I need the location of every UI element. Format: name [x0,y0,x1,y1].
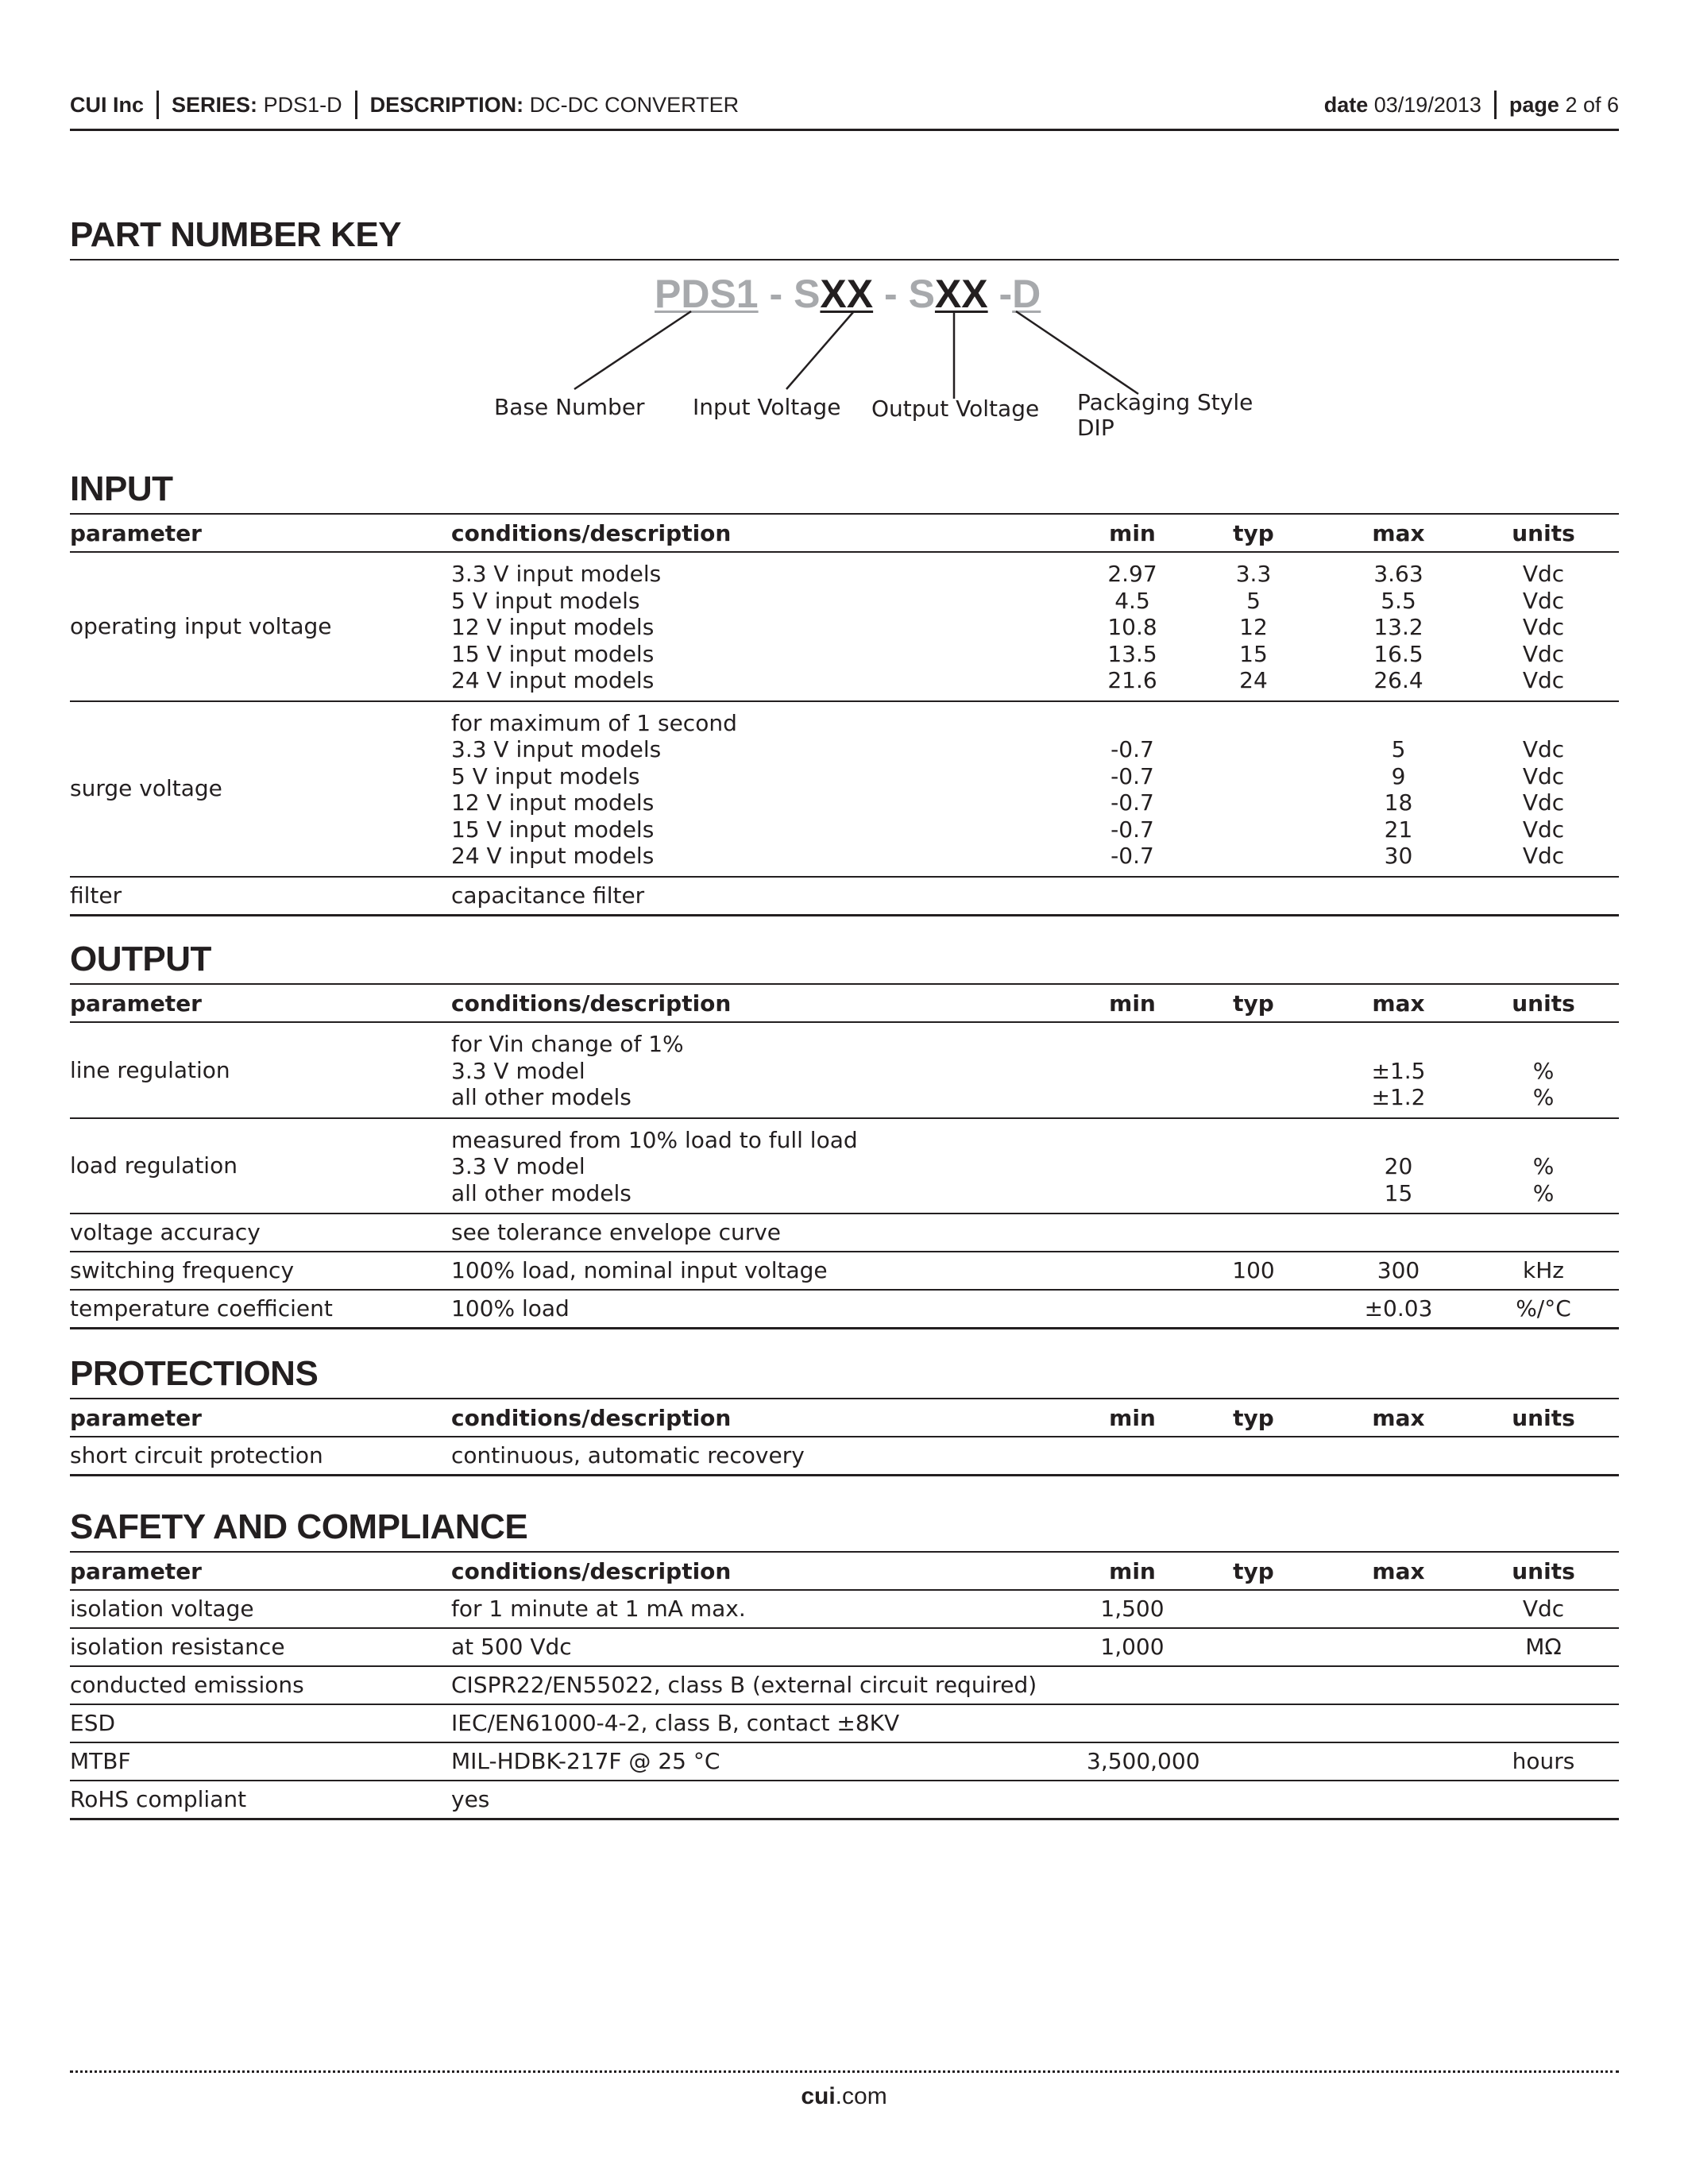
row-condition-line: for maximum of 1 second [451,709,737,736]
cell-value: -0.7 [1111,762,1154,789]
row-parameter: RoHS compliant [70,1781,451,1819]
row-typ [1178,1022,1329,1118]
row-typ [1178,1628,1329,1666]
pn-label-input: Input Voltage [693,394,841,420]
cell-value: 15 [1384,1179,1413,1206]
output-table [70,983,1619,1329]
part-number-leader-lines [0,0,1688,477]
cell-value: -0.7 [1111,816,1154,843]
table-row [70,1214,1619,1252]
page-number: 2 of 6 [1565,93,1619,117]
cell-value: 2.97 [1107,561,1157,587]
col-header-units: units [1468,1552,1619,1590]
table-row [70,1118,1619,1214]
table-header-row [70,514,1619,552]
row-condition-line: 15 V input models [451,816,655,843]
row-typ [1178,1437,1329,1476]
col-header-units: units [1468,1399,1619,1437]
row-typ [1178,1781,1329,1819]
description-label: DESCRIPTION: [369,93,524,117]
row-condition-line: 12 V input models [451,789,655,816]
row-min: 3,500,000 [1087,1742,1178,1781]
row-parameter: line regulation [70,1022,451,1118]
table-row [70,1742,1619,1781]
row-max [1329,1666,1468,1704]
row-conditions [451,1118,1087,1214]
table-row [70,1290,1619,1329]
row-parameter: voltage accuracy [70,1214,451,1252]
part-number-key-title: PART NUMBER KEY [70,215,402,254]
col-header-conditions: conditions/description [451,1552,1087,1590]
pn-dash: - [873,272,909,316]
row-max [1329,877,1468,916]
cell-value: Vdc [1522,561,1565,587]
pn-s: S [794,272,821,316]
page-label: page [1508,93,1559,117]
cell-value: -0.7 [1111,736,1154,762]
row-min [1087,701,1178,877]
cell-value: % [1532,1179,1555,1206]
row-parameter: ESD [70,1704,451,1742]
input-section-title: INPUT [70,469,173,508]
pn-dash: - [758,272,794,316]
col-header-typ: typ [1178,1399,1329,1437]
row-units: MΩ [1468,1628,1619,1666]
table-header-row [70,1399,1619,1437]
row-units [1468,1118,1619,1214]
row-condition-line: 3.3 V model [451,1057,585,1084]
col-header-typ: typ [1178,514,1329,552]
col-header-min: min [1087,1399,1178,1437]
cell-value: -0.7 [1111,843,1154,869]
table-row [70,877,1619,916]
table-row [70,1628,1619,1666]
cell-value: Vdc [1522,667,1565,693]
protections-section-title: PROTECTIONS [70,1354,319,1393]
col-header-conditions: conditions/description [451,1399,1087,1437]
table-row [70,1022,1619,1118]
cell-spacer [1329,710,1468,737]
row-conditions: 100% load [451,1290,1087,1329]
row-conditions: capacitance filter [451,877,1087,916]
table-row [70,1252,1619,1290]
row-conditions: 100% load, nominal input voltage [451,1252,1087,1290]
cell-value: Vdc [1522,843,1565,869]
row-condition-line: 3.3 V input models [451,561,662,587]
cell-value: Vdc [1522,816,1565,843]
row-units [1468,877,1619,916]
cell-value: % [1532,1153,1555,1179]
col-header-parameter: parameter [70,1399,451,1437]
row-condition-line: all other models [451,1179,632,1206]
col-header-conditions: conditions/description [451,514,1087,552]
col-header-units: units [1468,514,1619,552]
row-typ: 100 [1178,1252,1329,1290]
row-units [1468,1781,1619,1819]
row-condition-line: 5 V input models [451,762,640,789]
row-units: hours [1468,1742,1619,1781]
row-min: 1,500 [1087,1590,1178,1628]
table-header-row [70,1552,1619,1590]
cell-spacer [1468,1031,1619,1058]
row-typ [1178,1742,1329,1781]
cell-value: 13.5 [1107,640,1157,667]
col-header-max: max [1329,1552,1468,1590]
col-header-max: max [1329,984,1468,1022]
row-parameter: temperature coefficient [70,1290,451,1329]
row-min [1087,1252,1178,1290]
row-typ [1178,1290,1329,1329]
row-min [1087,1214,1178,1252]
row-condition-line: 24 V input models [451,843,655,869]
cell-value: 5 [1246,587,1261,614]
row-typ [1178,1118,1329,1214]
row-max [1329,1704,1468,1742]
cell-spacer [1468,1127,1619,1154]
row-typ [1178,552,1329,701]
table-header-row [70,984,1619,1022]
cell-value: % [1532,1084,1555,1110]
row-max [1329,1022,1468,1118]
cell-value: Vdc [1522,640,1565,667]
cell-value: 20 [1384,1153,1413,1179]
leader-line-base [574,311,691,389]
row-max [1329,1628,1468,1666]
col-header-parameter: parameter [70,1552,451,1590]
row-conditions [451,552,1087,701]
row-max [1329,701,1468,877]
row-condition-line: 3.3 V input models [451,736,662,762]
row-min [1087,1118,1178,1214]
cell-value: Vdc [1522,614,1565,640]
row-parameter: short circuit protection [70,1437,451,1476]
row-min [1087,1022,1178,1118]
footer-domain: .com [835,2083,887,2109]
cell-spacer [1329,1127,1468,1154]
row-min [1087,1704,1178,1742]
row-units [1468,1704,1619,1742]
leader-line-packaging [1016,311,1138,394]
col-header-max: max [1329,1399,1468,1437]
row-min [1087,1290,1178,1329]
cell-value: ±1.5 [1371,1057,1426,1084]
row-max [1329,1590,1468,1628]
cell-value: 5.5 [1381,587,1416,614]
table-row [70,1666,1619,1704]
row-parameter: conducted emissions [70,1666,451,1704]
row-parameter: operating input voltage [70,552,451,701]
row-condition-line: 12 V input models [451,614,655,640]
col-header-min: min [1087,984,1178,1022]
row-parameter: switching frequency [70,1252,451,1290]
row-max: 300 [1329,1252,1468,1290]
series-value: PDS1-D [263,93,342,117]
footer-rule [70,2070,1619,2073]
col-header-conditions: conditions/description [451,984,1087,1022]
pn-input-xx: XX [820,272,874,316]
row-parameter: isolation voltage [70,1590,451,1628]
row-typ [1178,701,1329,877]
pn-label-output: Output Voltage [871,396,1040,422]
col-header-parameter: parameter [70,984,451,1022]
row-typ [1178,1214,1329,1252]
cell-value: Vdc [1522,587,1565,614]
series-label: SERIES: [172,93,258,117]
row-parameter: MTBF [70,1742,451,1781]
pn-label-packaging-sub: DIP [1077,415,1114,441]
row-conditions: MIL-HDBK-217F @ 25 °C [451,1742,1087,1781]
cell-value: 21.6 [1107,667,1157,693]
cell-value: 24 [1239,667,1268,693]
col-header-units: units [1468,984,1619,1022]
pn-label-packaging: Packaging Style [1077,389,1253,415]
table-row [70,701,1619,877]
row-condition-line: 5 V input models [451,587,640,614]
date-value: 03/19/2013 [1373,93,1481,117]
row-typ [1178,877,1329,916]
cell-value: 30 [1384,843,1413,869]
cell-value: Vdc [1522,762,1565,789]
safety-table [70,1551,1619,1820]
cell-value: Vdc [1522,736,1565,762]
cell-spacer [1468,710,1619,737]
row-condition-line: 15 V input models [451,640,655,667]
row-condition-line: measured from 10% load to full load [451,1126,858,1153]
cell-value: % [1532,1057,1555,1084]
table-row [70,1590,1619,1628]
row-max: ±0.03 [1329,1290,1468,1329]
col-header-parameter: parameter [70,514,451,552]
row-conditions: yes [451,1781,1087,1819]
cell-value: 15 [1239,640,1268,667]
row-conditions: at 500 Vdc [451,1628,1087,1666]
protections-table [70,1398,1619,1476]
company-name: CUI Inc [70,93,145,117]
row-parameter: filter [70,877,451,916]
safety-section-title: SAFETY AND COMPLIANCE [70,1507,528,1546]
pn-output-xx: XX [934,272,988,316]
row-condition-line: 3.3 V model [451,1153,585,1179]
footer-brand: cui [801,2083,836,2109]
input-table [70,513,1619,916]
cell-value: 18 [1384,789,1413,816]
row-min [1087,552,1178,701]
row-units [1468,1022,1619,1118]
col-header-typ: typ [1178,984,1329,1022]
row-conditions: CISPR22/EN55022, class B (external circuit required) [451,1666,1329,1704]
output-section-title: OUTPUT [70,940,211,978]
row-typ [1178,1590,1329,1628]
pn-dash: - [987,272,1013,316]
pn-label-base: Base Number [494,394,645,420]
pn-base: PDS1 [655,272,759,316]
row-parameter: load regulation [70,1118,451,1214]
date-label: date [1323,93,1369,117]
row-conditions: see tolerance envelope curve [451,1214,1087,1252]
row-parameter: isolation resistance [70,1628,451,1666]
row-max [1329,1742,1468,1781]
row-conditions [451,701,1087,877]
row-units: kHz [1468,1252,1619,1290]
cell-value: 13.2 [1373,614,1423,640]
cell-value: 21 [1384,816,1413,843]
table-row [70,1437,1619,1476]
col-header-min: min [1087,1552,1178,1590]
cell-value: 16.5 [1373,640,1423,667]
footer-link[interactable] [0,2082,1688,2111]
row-max [1329,1437,1468,1476]
row-units: %/°C [1468,1290,1619,1329]
col-header-max: max [1329,514,1468,552]
row-min: 1,000 [1087,1628,1178,1666]
row-units: Vdc [1468,1590,1619,1628]
row-min [1087,1437,1178,1476]
cell-value: 26.4 [1373,667,1423,693]
table-row [70,1704,1619,1742]
table-row [70,1781,1619,1819]
table-row [70,552,1619,701]
leader-line-input [786,311,854,389]
row-min [1087,1781,1178,1819]
row-units [1468,1437,1619,1476]
col-header-typ: typ [1178,1552,1329,1590]
pn-packaging-d: D [1012,272,1041,316]
row-max [1329,552,1468,701]
cell-value: 5 [1391,736,1406,762]
cell-value: 9 [1391,762,1406,789]
row-condition-line: all other models [451,1084,632,1110]
row-units [1468,1214,1619,1252]
cell-spacer [1087,710,1178,737]
cell-value: Vdc [1522,789,1565,816]
cell-value: ±1.2 [1371,1084,1426,1110]
cell-value: 10.8 [1107,614,1157,640]
cell-value: 12 [1239,614,1268,640]
cell-value: -0.7 [1111,789,1154,816]
row-conditions: IEC/EN61000-4-2, class B, contact ±8KV [451,1704,1087,1742]
row-conditions: for 1 minute at 1 mA max. [451,1590,1087,1628]
row-typ [1178,1704,1329,1742]
row-max [1329,1214,1468,1252]
cell-value: 4.5 [1114,587,1150,614]
row-units [1468,1666,1619,1704]
row-max [1329,1781,1468,1819]
row-conditions [451,1022,1087,1118]
row-condition-line: for Vin change of 1% [451,1031,684,1057]
row-parameter: surge voltage [70,701,451,877]
description-value: DC-DC CONVERTER [529,93,740,117]
row-min [1087,877,1178,916]
row-condition-line: 24 V input models [451,667,655,693]
cell-spacer [1329,1031,1468,1058]
cell-value: 3.3 [1235,561,1272,587]
row-units [1468,701,1619,877]
pn-s: S [908,272,935,316]
col-header-min: min [1087,514,1178,552]
cell-value: 3.63 [1373,561,1423,587]
row-units [1468,552,1619,701]
row-max [1329,1118,1468,1214]
row-conditions: continuous, automatic recovery [451,1437,1087,1476]
